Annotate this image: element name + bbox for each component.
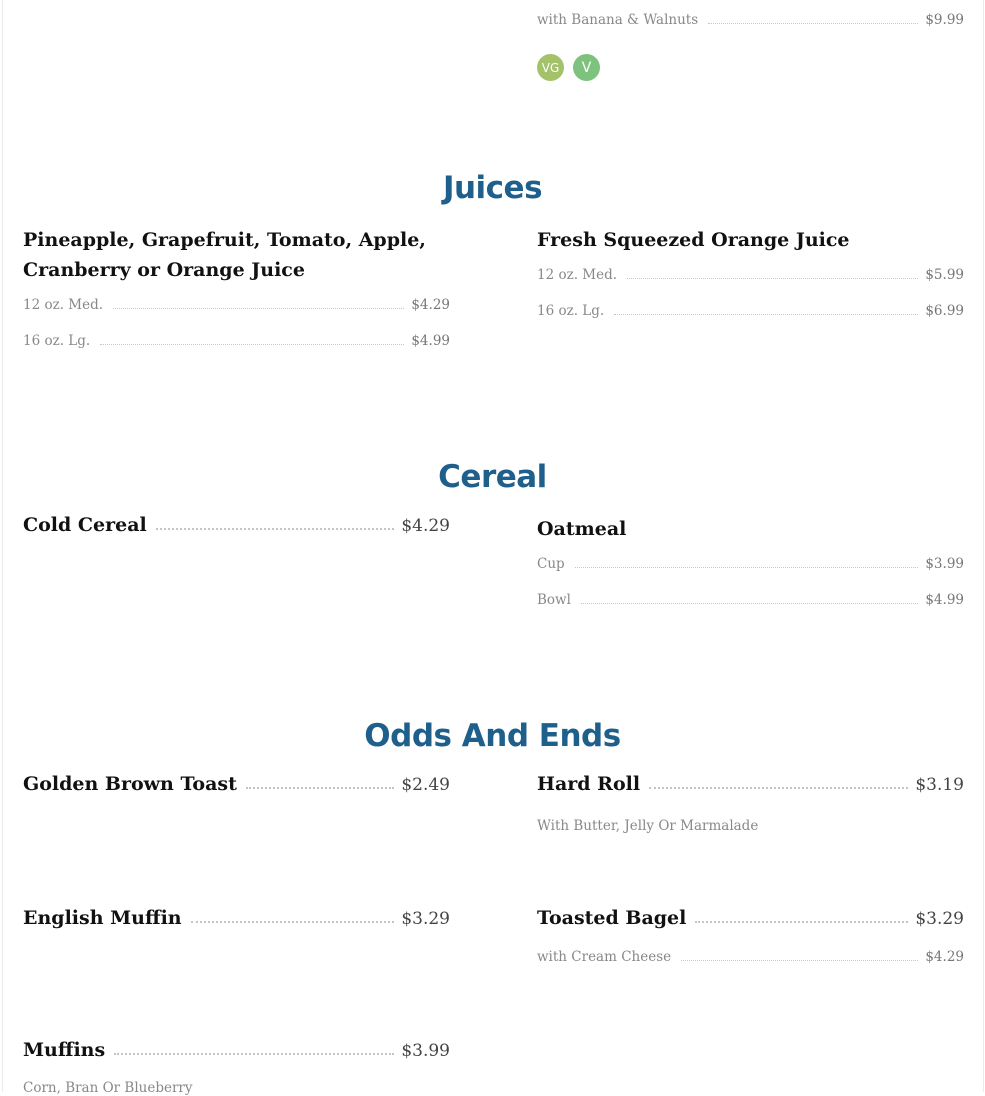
- option-label: 12 oz. Med.: [537, 267, 618, 283]
- menu-item-row: [23, 514, 450, 536]
- dot-leader: [681, 960, 918, 961]
- option-price: $4.99: [925, 592, 964, 608]
- section-title-juices: Juices: [442, 170, 543, 206]
- menu-item-name: [23, 225, 453, 285]
- menu-item-price: $3.99: [401, 1041, 450, 1061]
- menu-item-name: Toasted Bagel: [537, 907, 687, 929]
- page-border-left: [2, 0, 3, 1092]
- menu-option-row: [537, 592, 964, 608]
- menu-item-name: English Muffin: [23, 907, 182, 929]
- menu-option-row: [23, 297, 450, 313]
- menu-item-row: [23, 1039, 450, 1061]
- dot-leader: [156, 528, 395, 530]
- menu-item-name: Cold Cereal: [23, 514, 147, 536]
- menu-item-description: With Butter, Jelly Or Marmalade: [537, 818, 759, 834]
- page-border-right: [983, 0, 984, 1092]
- menu-option-row: [537, 949, 964, 965]
- menu-item-name: Muffins: [23, 1039, 106, 1061]
- option-label: Bowl: [537, 592, 571, 608]
- menu-item-price: $3.29: [915, 909, 964, 929]
- menu-item-name: Fresh Squeezed Orange Juice: [537, 229, 850, 251]
- dot-leader: [627, 278, 918, 279]
- dot-leader: [246, 787, 394, 789]
- menu-item-name: Hard Roll: [537, 773, 641, 795]
- section-title-odds-and-ends: Odds And Ends: [364, 718, 621, 754]
- dot-leader: [649, 787, 908, 789]
- option-price: $5.99: [925, 267, 964, 283]
- dot-leader: [191, 921, 395, 923]
- menu-item-row: [537, 773, 964, 795]
- option-label: Cup: [537, 556, 565, 572]
- menu-option-row: [537, 267, 964, 283]
- option-label: with Banana & Walnuts: [537, 12, 699, 28]
- menu-item-price: $3.29: [401, 909, 450, 929]
- section-title-cereal: Cereal: [438, 459, 547, 495]
- menu-item-price: $4.29: [401, 516, 450, 536]
- menu-item-price: $3.19: [915, 775, 964, 795]
- menu-item-price: $2.49: [401, 775, 450, 795]
- vegan-badge-icon: VG: [537, 54, 564, 81]
- menu-option-row: [23, 333, 450, 349]
- option-price: $4.29: [411, 297, 450, 313]
- menu-option-row: [537, 303, 964, 319]
- menu-item-row: [23, 907, 450, 929]
- option-price: $9.99: [925, 12, 964, 28]
- dot-leader: [114, 1053, 394, 1055]
- option-price: $4.29: [925, 949, 964, 965]
- dot-leader: [100, 344, 404, 345]
- vegetarian-badge-icon: V: [573, 54, 600, 81]
- menu-option-row: [537, 556, 964, 572]
- menu-item-name-line: Cranberry or Orange Juice: [23, 259, 305, 281]
- dot-leader: [113, 308, 404, 309]
- option-label: with Cream Cheese: [537, 949, 672, 965]
- option-price: $3.99: [925, 556, 964, 572]
- dot-leader: [575, 567, 919, 568]
- option-label: 12 oz. Med.: [23, 297, 104, 313]
- option-price: $6.99: [925, 303, 964, 319]
- menu-item-name: Golden Brown Toast: [23, 773, 237, 795]
- menu-option-row: [537, 12, 964, 28]
- option-label: 16 oz. Lg.: [537, 303, 605, 319]
- option-price: $4.99: [411, 333, 450, 349]
- option-label: 16 oz. Lg.: [23, 333, 91, 349]
- menu-item-description: Corn, Bran Or Blueberry: [23, 1080, 193, 1096]
- dot-leader: [695, 921, 908, 923]
- menu-item-row: [537, 907, 964, 929]
- dot-leader: [581, 603, 918, 604]
- menu-item-name: Oatmeal: [537, 518, 627, 540]
- dot-leader: [614, 314, 918, 315]
- dot-leader: [708, 23, 918, 24]
- menu-item-row: [23, 773, 450, 795]
- menu-item-name-line: Pineapple, Grapefruit, Tomato, Apple,: [23, 229, 426, 251]
